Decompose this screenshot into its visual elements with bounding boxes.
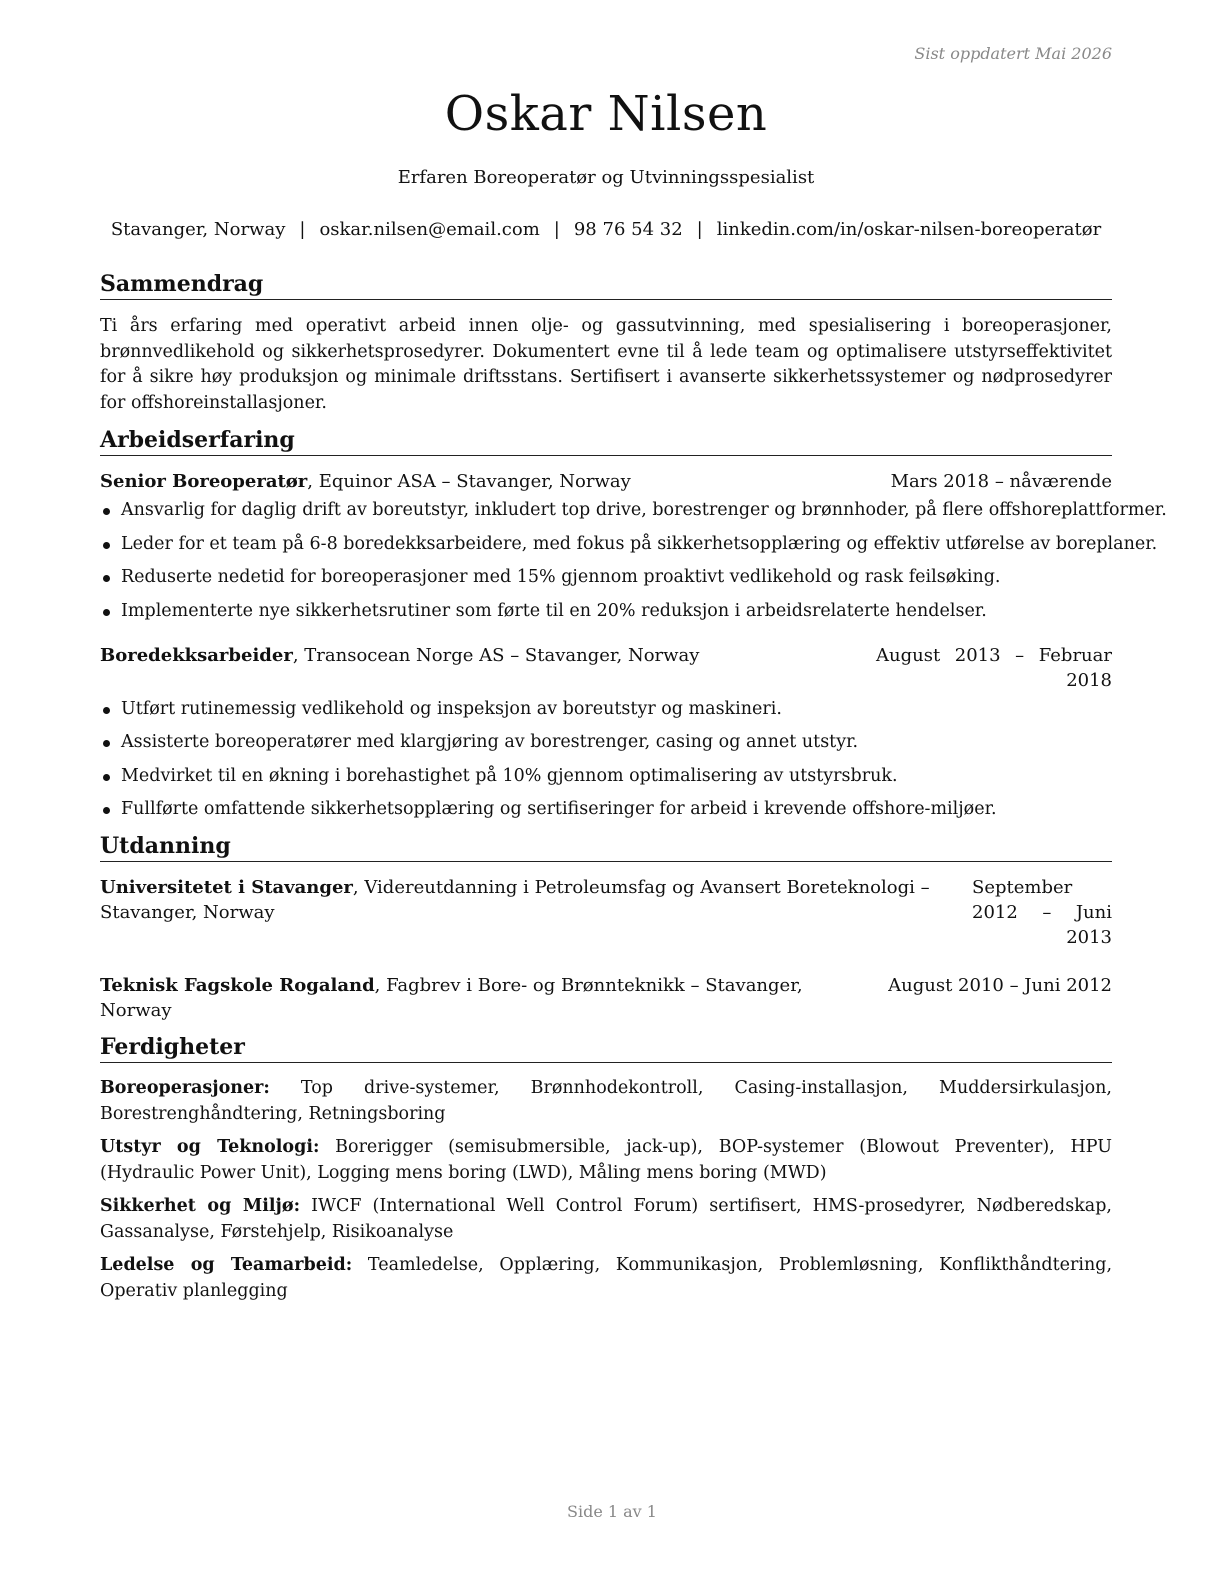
education-details: , Videreutdanning i Petroleumsfag og Avansert Boreteknologi – Stavanger, Norway (100, 877, 930, 923)
skill-row (100, 1194, 1112, 1245)
job-title-line (100, 469, 881, 494)
summary-section (100, 270, 1112, 416)
last-updated: Sist oppdatert Mai 2026 (914, 44, 1112, 63)
summary-text: Ti års erfaring med operativt arbeid innen olje- og gassutvinning, med spesialisering i boreoperasjoner, brønnvedlikehold og sikkerhetsprosedyrer. Dokumentert evne til å lede team og optimalisere utstyrseffektivitet for å sikre høy produksjon og minimale driftsstans. Sertifisert i avanserte sikkerhetssystemer og nødprosedyrer for offshoreinstallasjoner. (100, 316, 1112, 413)
education-line (100, 973, 878, 1023)
experience-section (100, 426, 1167, 822)
education-school: Teknisk Fagskole Rogaland (100, 975, 375, 996)
job-entry (100, 643, 1112, 823)
skill-row (100, 1135, 1112, 1186)
job-bullets (100, 498, 1167, 624)
list-item: Reduserte nedetid for boreoperasjoner med 15% gjennom proaktivt vedlikehold og rask feilsøking. (100, 565, 1112, 590)
section-title-skills: Ferdigheter (100, 1033, 1112, 1063)
contact-separator: | (299, 219, 306, 240)
job-details: , Equinor ASA – Stavanger, Norway (307, 471, 631, 492)
job-role: Senior Boreoperatør (100, 471, 308, 492)
resume-content (100, 270, 1167, 1314)
contact-phone: 98 76 54 32 (573, 219, 683, 240)
education-school: Universitetet i Stavanger (100, 877, 353, 898)
education-dates: August 2010 – Juni 2012 (888, 975, 1112, 996)
job-title-line (100, 643, 866, 668)
skill-row (100, 1253, 1112, 1304)
skill-row (100, 1076, 1112, 1127)
list-item: Implementerte nye sikkerhetsrutiner som førte til en 20% reduksjon i arbeidsrelaterte hendelser. (100, 599, 1112, 624)
page-number: Side 1 av 1 (567, 1502, 657, 1521)
education-line (100, 875, 962, 925)
skill-label: Boreoperasjoner: (100, 1078, 270, 1098)
education-entry (100, 875, 1112, 950)
job-header (100, 643, 1112, 693)
list-item: Assisterte boreoperatører med klargjøring av borestrenger, casing og annet utstyr. (100, 730, 1112, 755)
section-title-education: Utdanning (100, 832, 1112, 862)
job-header (100, 469, 1112, 494)
education-entry (100, 973, 1112, 1023)
skill-text: Teamledelse, Opplæring, Kommunikasjon, Problemløsning, Konflikthåndtering, Operativ planlegging (100, 1255, 1113, 1301)
section-title-summary: Sammendrag (100, 270, 1112, 300)
skill-label: Ledelse og Teamarbeid: (100, 1255, 353, 1275)
job-details: , Transocean Norge AS – Stavanger, Norway (292, 644, 700, 666)
job-dates: Mars 2018 – nåværende (890, 471, 1112, 492)
list-item: Fullførte omfattende sikkerhetsopplæring og sertifiseringer for arbeid i krevende offshore-miljøer. (100, 797, 1112, 822)
skills-section (100, 1033, 1112, 1304)
job-role: Boredekksarbeider (100, 644, 293, 666)
education-dates: September 2012 – Juni 2013 (972, 877, 1112, 948)
list-item: Ansvarlig for daglig drift av boreutstyr, inkludert top drive, borestrenger og brønnhoder, på flere offshoreplattformer. (100, 498, 1112, 523)
candidate-subtitle: Erfaren Boreoperatør og Utvinningsspesialist (397, 167, 815, 188)
job-bullets (100, 697, 1112, 823)
contact-email[interactable]: oskar.nilsen@email.com (319, 219, 540, 240)
section-title-experience: Arbeidserfaring (100, 426, 1112, 456)
skill-label: Sikkerhet og Miljø: (100, 1196, 301, 1216)
skill-text: IWCF (International Well Control Forum) sertifisert, HMS-prosedyrer, Nødberedskap, Gassanalyse, Førstehjelp, Risikoanalyse (100, 1196, 1112, 1242)
list-item: Leder for et team på 6-8 boredekksarbeidere, med fokus på sikkerhetsopplæring og effektiv utførelse av boreplaner. (100, 532, 1112, 557)
list-item: Utført rutinemessig vedlikehold og inspeksjon av boreutstyr og maskineri. (100, 697, 1112, 722)
contact-linkedin[interactable]: linkedin.com/in/oskar-nilsen-boreoperatør (716, 219, 1102, 240)
contact-separator: | (553, 219, 560, 240)
candidate-name: Oskar Nilsen (444, 86, 768, 142)
skill-text: Top drive-systemer, Brønnhodekontroll, Casing-installasjon, Muddersirkulasjon, Borestrenghåndtering, Retningsboring (100, 1078, 1112, 1124)
list-item: Medvirket til en økning i borehastighet på 10% gjennom optimalisering av utstyrsbruk. (100, 764, 1112, 789)
education-section (100, 832, 1112, 1023)
job-entry (100, 469, 1167, 624)
contact-line (100, 219, 1112, 240)
job-dates: August 2013 – Februar 2018 (876, 644, 1112, 691)
education-details: , Fagbrev i Bore- og Brønnteknikk – Stavanger, Norway (100, 975, 803, 1021)
skill-label: Utstyr og Teknologi: (100, 1137, 320, 1157)
skill-text: Borerigger (semisubmersible, jack-up), BOP-systemer (Blowout Preventer), HPU (Hydraulic Power Unit), Logging mens boring (LWD), Måling mens boring (MWD) (100, 1137, 1112, 1183)
contact-separator: | (696, 219, 703, 240)
contact-location: Stavanger, Norway (110, 219, 286, 240)
